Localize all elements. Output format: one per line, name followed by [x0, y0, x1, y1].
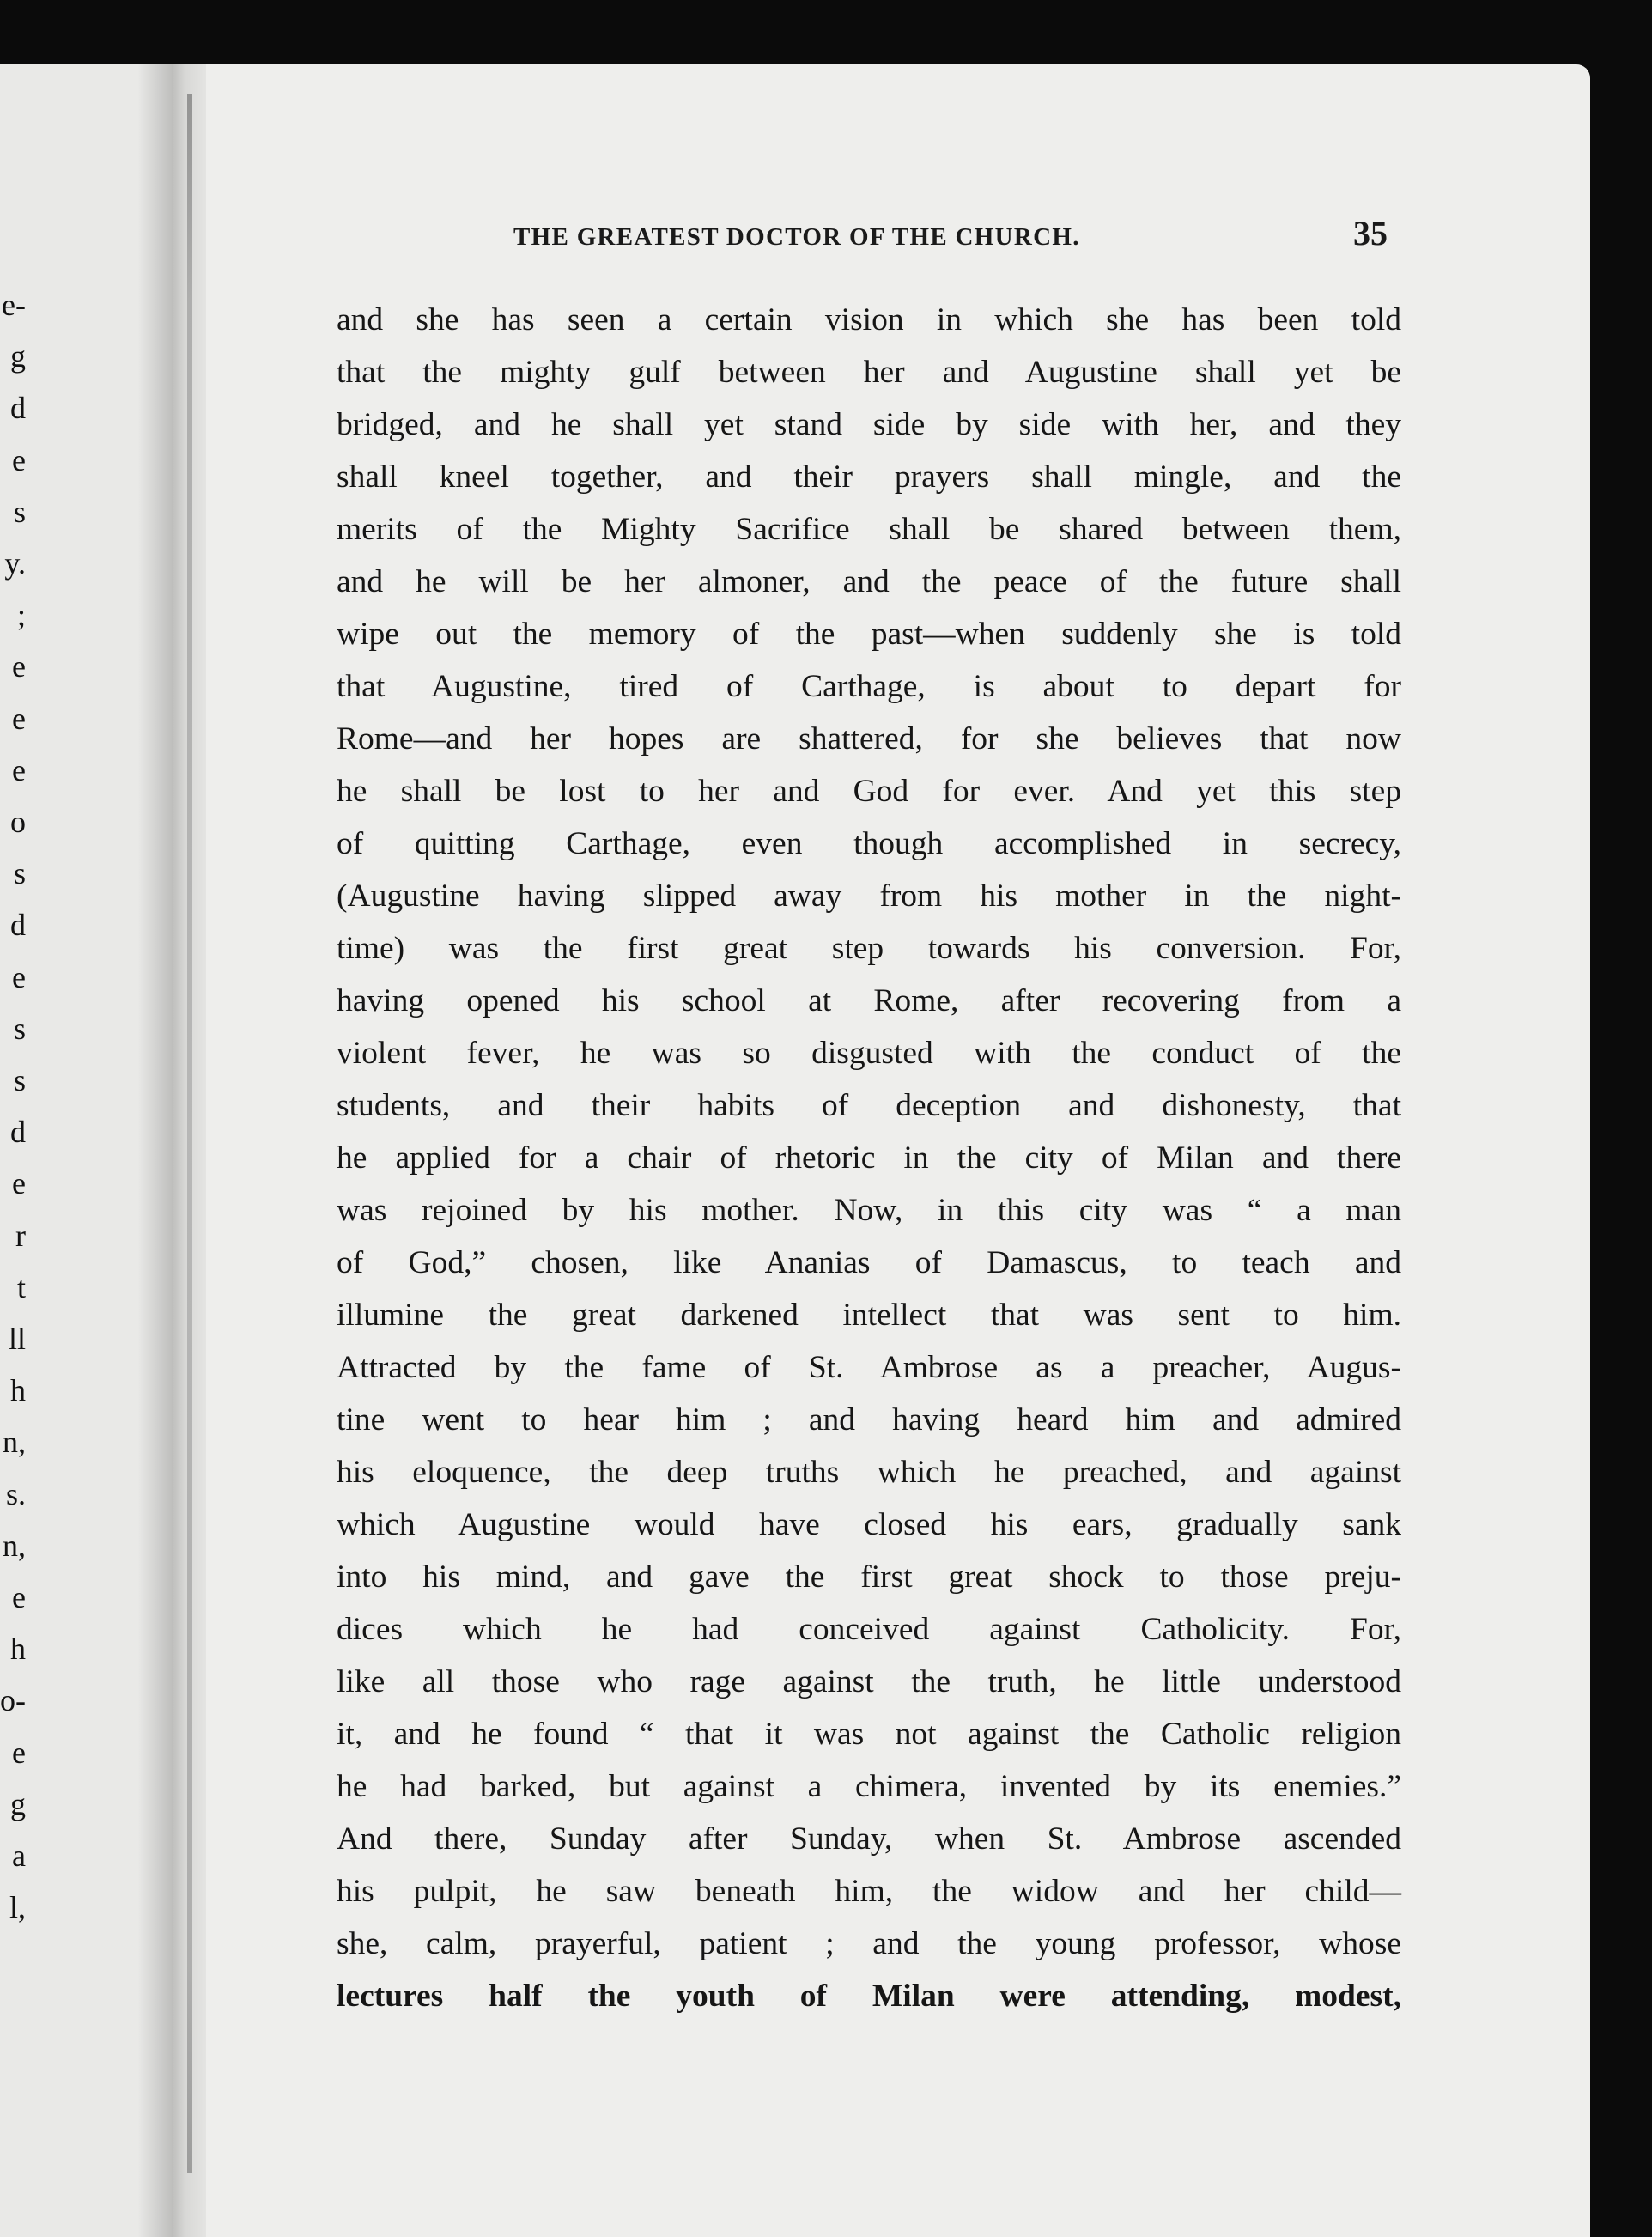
text-line: lectures half the youth of Milan were attending, modest, [337, 1979, 1401, 2014]
previous-page-edge [0, 64, 172, 2237]
text-line: (Augustine having slipped away from his mother in the night- [337, 878, 1401, 914]
running-head: THE GREATEST DOCTOR OF THE CHURCH. [513, 223, 1080, 251]
text-line: he applied for a chair of rhetoric in the city of Milan and there [337, 1140, 1401, 1176]
previous-page-fragment: s [13, 1011, 26, 1046]
previous-page-fragment: o [10, 805, 26, 839]
previous-page-fragment: r [15, 1218, 26, 1253]
previous-page-fragment: e [12, 701, 26, 736]
page-body-text [337, 294, 1401, 2054]
text-line: into his mind, and gave the first great shock to those preju- [337, 1559, 1401, 1595]
previous-page-fragment: d [10, 908, 26, 943]
previous-page-fragment: s [13, 1063, 26, 1097]
previous-page-fragment: h [10, 1632, 26, 1667]
text-line: illumine the great darkened intellect that was sent to him. [337, 1298, 1401, 1333]
text-line: it, and he found “ that it was not against the Catholic religion [337, 1717, 1401, 1752]
previous-page-fragment: d [10, 391, 26, 426]
previous-page-line-endings [0, 64, 26, 2237]
text-line: wipe out the memory of the past—when suddenly she is told [337, 617, 1401, 652]
previous-page-fragment: y. [4, 546, 26, 581]
previous-page-fragment: t [16, 1269, 26, 1304]
previous-page-fragment: d [10, 1115, 26, 1150]
previous-page-fragment: g [10, 339, 26, 374]
text-line: like all those who rage against the truth, he little understood [337, 1664, 1401, 1699]
text-line: of God,” chosen, like Ananias of Damascus, to teach and [337, 1245, 1401, 1280]
previous-page-shadow [137, 64, 172, 2237]
text-line: and she has seen a certain vision in which she has been told [337, 302, 1401, 337]
previous-page-fragment: e [12, 1580, 26, 1614]
previous-page-fragment: a [12, 1839, 26, 1873]
previous-page-fragment: e [12, 1166, 26, 1201]
previous-page-fragment: s [13, 494, 26, 529]
text-line: she, calm, prayerful, patient ; and the young professor, whose [337, 1926, 1401, 1961]
text-line: of quitting Carthage, even though accomplished in secrecy, [337, 826, 1401, 861]
previous-page-fragment: o- [0, 1683, 26, 1718]
text-line: that Augustine, tired of Carthage, is about to depart for [337, 669, 1401, 704]
page-right-border [1590, 64, 1652, 2237]
text-line: his eloquence, the deep truths which he preached, and against [337, 1455, 1401, 1490]
text-line: Rome—and her hopes are shattered, for she believes that now [337, 721, 1401, 757]
text-line: which Augustine would have closed his ears, gradually sank [337, 1507, 1401, 1542]
previous-page-fragment: ll [8, 1322, 26, 1356]
text-line: Attracted by the fame of St. Ambrose as a preacher, Augus- [337, 1350, 1401, 1385]
text-line: dices which he had conceived against Catholicity. For, [337, 1612, 1401, 1647]
text-line: tine went to hear him ; and having heard him and admired [337, 1402, 1401, 1438]
previous-page-fragment: s. [5, 1476, 26, 1511]
previous-page-fragment: e- [2, 288, 26, 322]
previous-page-fragment: h [10, 1373, 26, 1408]
text-line: shall kneel together, and their prayers shall mingle, and the [337, 459, 1401, 495]
text-line: his pulpit, he saw beneath him, the widow and her child— [337, 1874, 1401, 1909]
previous-page-fragment: e [12, 959, 26, 994]
text-line: and he will be her almoner, and the peace of the future shall [337, 564, 1401, 599]
text-line: And there, Sunday after Sunday, when St. Ambrose ascended [337, 1821, 1401, 1857]
previous-page-fragment: e [12, 752, 26, 787]
page-number: 35 [1353, 214, 1388, 252]
text-line: that the mighty gulf between her and Augustine shall yet be [337, 355, 1401, 390]
previous-page-fragment: g [10, 1786, 26, 1821]
previous-page-fragment: s [13, 856, 26, 891]
previous-page-fragment: n, [3, 1528, 26, 1563]
previous-page-fragment: l, [9, 1890, 26, 1925]
text-line: he shall be lost to her and God for ever. And yet this step [337, 774, 1401, 809]
previous-page-fragment: ; [16, 598, 26, 633]
text-line: students, and their habits of deception and dishonesty, that [337, 1088, 1401, 1123]
previous-page-fragment: e [12, 442, 26, 477]
previous-page-fragment: n, [3, 1425, 26, 1460]
text-line: was rejoined by his mother. Now, in this city was “ a man [337, 1193, 1401, 1228]
text-line: time) was the first great step towards his conversion. For, [337, 931, 1401, 966]
gutter-fold-line [187, 94, 192, 2173]
text-line: he had barked, but against a chimera, invented by its enemies.” [337, 1769, 1401, 1804]
previous-page-fragment: e [12, 649, 26, 684]
text-line: merits of the Mighty Sacrifice shall be shared between them, [337, 512, 1401, 547]
previous-page-fragment: e [12, 1735, 26, 1770]
text-line: having opened his school at Rome, after recovering from a [337, 983, 1401, 1018]
text-line: bridged, and he shall yet stand side by side with her, and they [337, 407, 1401, 442]
text-line: violent fever, he was so disgusted with the conduct of the [337, 1036, 1401, 1071]
